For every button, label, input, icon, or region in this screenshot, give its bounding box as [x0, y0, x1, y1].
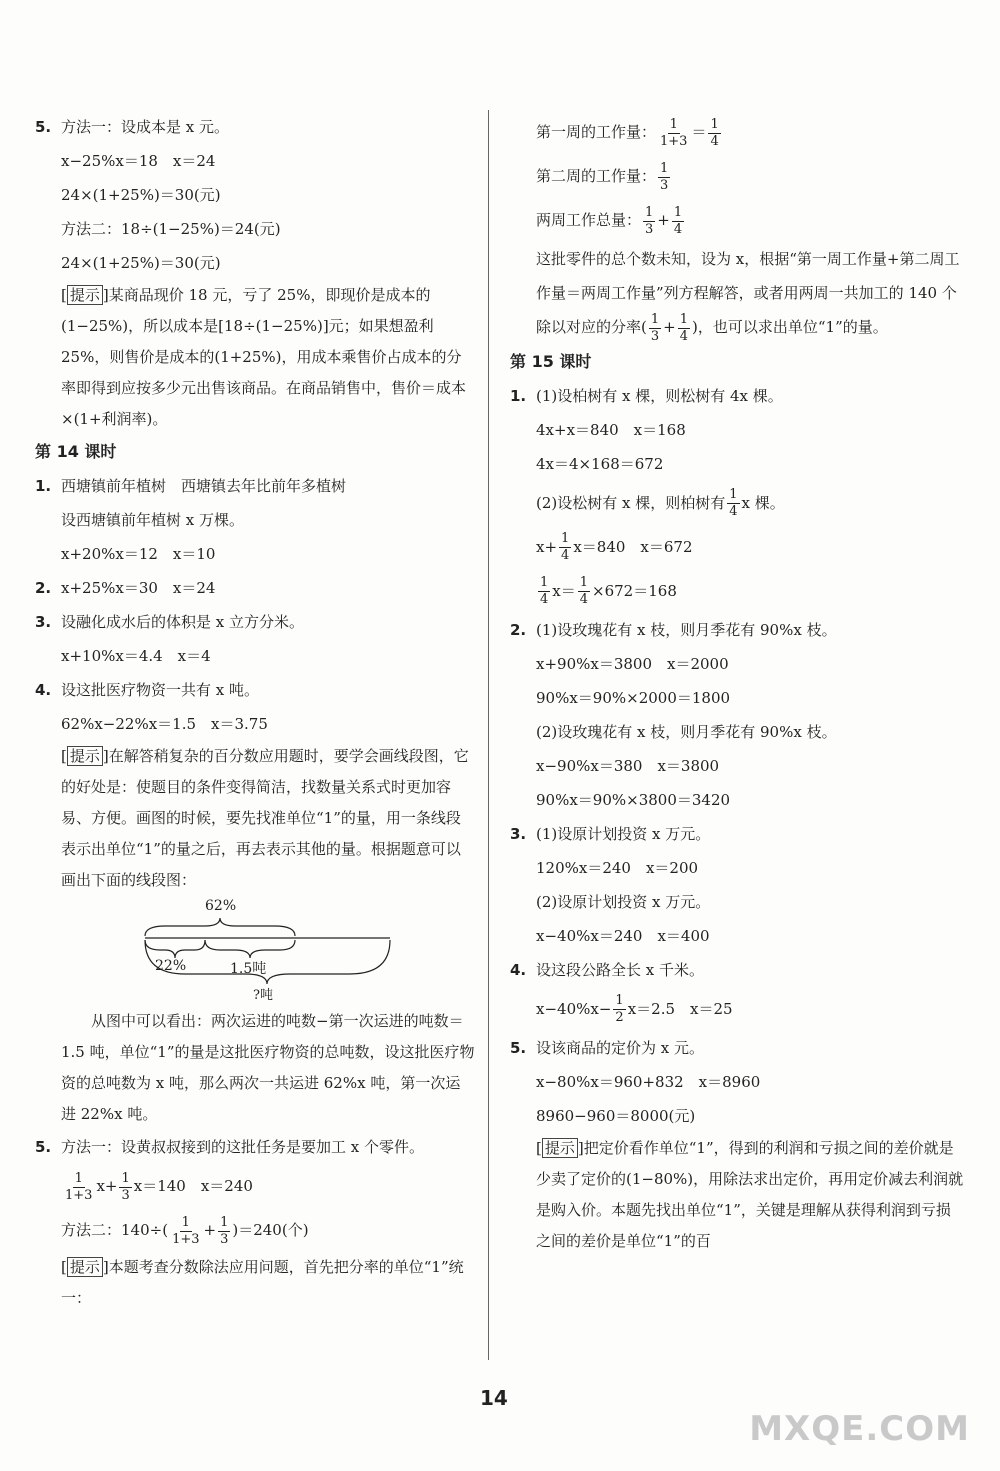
text: 从图中可以看出：两次运进的吨数−第一次运进的吨数＝1.5 吨，单位“1”的量是这批医疗物资的总吨数，设这批医疗物资的总吨数为 x 吨，那么两次一共运进 62%x 吨，第一次运进 22%x 吨。: [61, 1012, 475, 1123]
text: (2)设松树有 x 棵，则柏树有: [536, 493, 726, 512]
equation: 方法二：140÷( $\frac{1}{1+3}$ + $\frac{1}{3}$ )＝240(个): [61, 1214, 309, 1247]
question-number: 5.: [510, 1038, 527, 1057]
hint-label: 提示: [542, 1138, 578, 1158]
left-column: [35, 110, 475, 1314]
text: 西塘镇前年植树 西塘镇去年比前年多植树: [61, 477, 347, 495]
column-divider: [488, 110, 489, 1360]
question-number: 1.: [510, 386, 527, 405]
hint: [ 提示 ]把定价看作单位“1”，得到的利润和亏损之间的差价就是少卖了定价的(1−80%)，用除法求出定价，再用定价减去利润就是购入价。本题先找出单位“1”，关键是理解从获得利润到亏损之间的差价是单位“1”的百: [536, 1138, 964, 1250]
equation: 第一周的工作量： $\frac{1}{1+3}$ ＝ $\frac{1}{4}$: [536, 116, 719, 149]
text: 方法一：设黄叔叔接到的这批任务是要加工 x 个零件。: [61, 1138, 424, 1156]
page-number: 14: [480, 1386, 508, 1410]
equation: 24×(1+25%)＝30(元): [61, 254, 221, 272]
paragraph: ，也可以求出单位“1”的量。: [697, 318, 888, 336]
equation-text: x＝2.5 x＝25: [627, 999, 733, 1018]
equation-text: x＝140 x＝240: [133, 1177, 253, 1195]
equation: 第二周的工作量： $\frac{1}{3}$: [536, 160, 669, 193]
equation: 4x＝4×168＝672: [536, 454, 664, 473]
equation: 4x+x＝840 x＝168: [536, 420, 686, 439]
equation-text: x−40%x−: [536, 999, 612, 1018]
equation: x−80%x＝960+832 x＝8960: [536, 1072, 761, 1091]
question-number: 3.: [510, 824, 527, 843]
question-number: 4.: [510, 960, 527, 979]
hint-text: 在解答稍复杂的百分数应用题时，要学会画线段图，它的好处是：使题目的条件变得简洁，找数量关系式时更加容易、方便。画图的时候，要先找准单位“1”的量，用一条线段表示出单位“1”的量之后，再去表示其他的量。根据题意可以画出下面的线段图：: [61, 747, 469, 889]
equation: $\frac{1}{1+3}$ x+ $\frac{1}{3}$ x＝140 x＝240: [65, 1170, 253, 1203]
equation: 方法二：18÷(1−25%)＝24(元): [61, 220, 281, 238]
question-number: 2.: [510, 620, 527, 639]
hint: [ 提示 ]本题考查分数除法应用问题，首先把分率的单位“1”统一：: [61, 1258, 464, 1307]
line-segment-diagram: [35, 896, 475, 1006]
hint: [ 提示 ]在解答稍复杂的百分数应用题时，要学会画线段图，它的好处是：使题目的条件变得简洁，找数量关系式时更加容易、方便。画图的时候，要先找准单位“1”的量，用一条线段表示出单位“1”的量之后，再去表示其他的量。根据题意可以画出下面的线段图：: [61, 747, 469, 889]
text: (2)设原计划投资 x 万元。: [536, 892, 711, 911]
equation-text: )＝240(个): [232, 1221, 309, 1239]
equation: 8960−960＝8000(元): [536, 1106, 696, 1125]
question-number: 4.: [35, 681, 52, 699]
hint-label: 提示: [67, 285, 103, 305]
equation: 两周工作总量： $\frac{1}{3}$ + $\frac{1}{4}$: [536, 204, 683, 237]
text: (1)设柏树有 x 棵，则松树有 4x 棵。: [536, 386, 783, 405]
hint-label: 提示: [67, 746, 103, 766]
diagram-label: 62%: [205, 898, 237, 914]
equation: 62%x−22%x＝1.5 x＝3.75: [61, 715, 268, 733]
text: 设该商品的定价为 x 元。: [536, 1038, 704, 1057]
text: (2)设松树有 x 棵，则柏树有 $\frac{1}{4}$ x 棵。: [536, 487, 785, 519]
text: (2)设玫瑰花有 x 枝，则月季花有 90%x 枝。: [536, 722, 837, 741]
text: 设融化成水后的体积是 x 立方分米。: [61, 613, 304, 631]
equation: x+25%x＝30 x＝24: [61, 579, 216, 597]
diagram-label: ?吨: [253, 988, 273, 1003]
equation: 24×(1+25%)＝30(元): [61, 186, 221, 204]
equation: 90%x＝90%×3800＝3420: [536, 790, 731, 809]
section-heading: 第 15 课时: [510, 351, 592, 371]
equation: x+90%x＝3800 x＝2000: [536, 654, 729, 673]
equation: 90%x＝90%×2000＝1800: [536, 688, 731, 707]
text: 这批零件的总个数未知，设为 x，根据“第一周工作量+第二周工作量＝两周工作量”列方程解答，或者用两周一共加工的 140 个除以对应的分率( $\frac{1}{3}$ + $\frac{1}{4}$ )，也可以求出单位“1”的量。: [536, 250, 960, 344]
hint-text: 把定价看作单位“1”，得到的利润和亏损之间的差价就是少卖了定价的(1−80%)，用除法求出定价，再用定价减去利润就是购入价。本题先找出单位“1”，关键是理解从获得利润到亏损之间的差价是单位“1”的百: [536, 1138, 964, 1250]
hint-text: 本题考查分数除法应用问题，首先把分率的单位“1”统一：: [61, 1258, 464, 1307]
question-number: 3.: [35, 613, 52, 631]
equation: x−90%x＝380 x＝3800: [536, 756, 720, 775]
equation: x−25%x＝18 x＝24: [61, 152, 216, 170]
text: 设这批医疗物资一共有 x 吨。: [61, 681, 259, 699]
text: 第二周的工作量：: [536, 167, 657, 185]
equation-text: ×672＝168: [592, 581, 677, 600]
text: 设这段公路全长 x 千米。: [536, 960, 704, 979]
hint-text: 某商品现价 18 元，亏了 25%，即现价是成本的(1−25%)，所以成本是[18÷(1−25%)]元；如果想盈利 25%，则售价是成本的(1+25%)，用成本乘售价占成本的分率即得到应按多少元出售该商品。在商品销售中，售价＝成本×(1+利润率)。: [61, 286, 467, 428]
paragraph: 这批零件的总个数未知，设为 x，根据“第一周工作量+第二周工作量＝两周工作量”列方程解答，或者用两周一共加工的 140 个除以对应的分率: [536, 250, 960, 336]
diagram-label: 22%: [155, 958, 187, 974]
watermark: MXQE.COM: [749, 1409, 970, 1449]
hint: [ 提示 ]某商品现价 18 元，亏了 25%，即现价是成本的(1−25%)，所以成本是[18÷(1−25%)]元；如果想盈利 25%，则售价是成本的(1+25%)，用成本乘售价占成本的分率即得到应按多少元出售该商品。在商品销售中，售价＝成本×(1+利润率)。: [61, 286, 467, 428]
text: (1)设原计划投资 x 万元。: [536, 824, 711, 843]
text: 第一周的工作量：: [536, 123, 657, 141]
text: 两周工作总量：: [536, 211, 642, 229]
section-heading: 第 14 课时: [35, 442, 117, 461]
equation: 120%x＝240 x＝200: [536, 858, 699, 877]
diagram-label: 1.5吨: [230, 961, 267, 977]
text: (1)设玫瑰花有 x 枝，则月季花有 90%x 枝。: [536, 620, 837, 639]
text: x 棵。: [741, 493, 785, 512]
question-number: 2.: [35, 579, 52, 597]
text: 设西塘镇前年植树 x 万棵。: [61, 511, 244, 529]
equation: x−40%x＝240 x＝400: [536, 926, 710, 945]
question-number: 1.: [35, 477, 52, 495]
text: 方法一：设成本是 x 元。: [61, 118, 229, 136]
equation: x−40%x− $\frac{1}{2}$ x＝2.5 x＝25: [536, 993, 733, 1025]
equation-text: 方法二：140÷(: [61, 1221, 169, 1239]
equation: x+10%x＝4.4 x＝4: [61, 647, 211, 665]
equation: x+ $\frac{1}{4}$ x＝840 x＝672: [536, 531, 693, 563]
equation: $\frac{1}{4}$ x＝ $\frac{1}{4}$ ×672＝168: [540, 575, 677, 607]
question-number: 5.: [35, 118, 52, 136]
equation-text: x＝840 x＝672: [573, 537, 693, 556]
hint-label: 提示: [67, 1257, 103, 1277]
right-column: [510, 110, 965, 1257]
equation: x+20%x＝12 x＝10: [61, 545, 216, 563]
question-number: 5.: [35, 1138, 52, 1156]
